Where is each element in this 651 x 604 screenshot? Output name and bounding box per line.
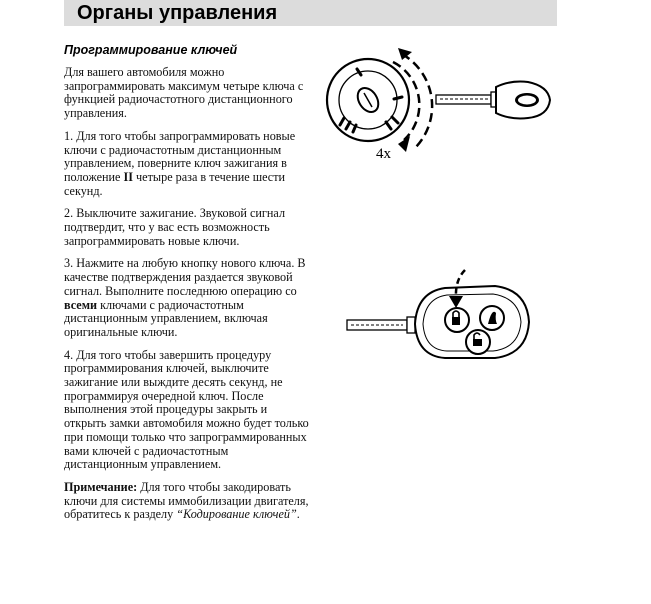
step-4: 4. Для того чтобы завершить процедуру программирования ключей, выключите зажигание или выждите десять секунд, не программируя очередной ключ. После выполнения этой процедуры закрыть и открыть замки автомобиля можно будет только при помощи только что запрограммированных вами ключей с радиочастотным дистанционным управлением. <box>64 347 309 472</box>
step-1 <box>64 130 309 199</box>
note-text: Для того чтобы закодировать ключи для системы иммобилизации двигателя, обратитесь к разделу <box>64 479 309 522</box>
key-blade <box>436 92 496 107</box>
remote-key-blade <box>347 317 415 333</box>
page-title: Органы управления <box>77 2 278 24</box>
lock-button <box>445 308 469 332</box>
trunk-icon <box>473 339 482 346</box>
step-1-text-b: четыре раза в течение шести секунд. <box>64 169 286 198</box>
repeat-label: 4x <box>376 146 391 162</box>
step-2: 2. Выключите зажигание. Звуковой сигнал подтвердит, что у вас есть возможность запрограммировать новые ключи. <box>64 206 286 248</box>
lock-icon <box>452 317 460 325</box>
intro-paragraph: Для вашего автомобиля можно запрограммировать максимум четыре ключа с функцией радиочастотного дистанционного управления. <box>64 65 304 121</box>
section-title: Программирование ключей <box>64 43 238 57</box>
step-3-emphasis: всеми <box>64 297 98 312</box>
step-3-text-a: 3. Нажмите на любую кнопку нового ключа. В качестве подтверждения раздается звуковой сигнал. Выполните последнюю операцию со <box>64 256 306 298</box>
rotation-arc-outer <box>402 54 432 148</box>
step-3 <box>64 257 309 339</box>
ignition-position: II <box>123 169 133 184</box>
step-3-text-b: ключами с радиочастотным дистанционным управлением, включая оригинальные ключи. <box>64 297 268 339</box>
trunk-button <box>466 330 490 354</box>
note-label: Примечание: <box>64 479 138 494</box>
note <box>64 481 309 522</box>
note-end: . <box>296 507 300 522</box>
note-reference: “Кодирование ключей” <box>176 507 297 522</box>
step-1-text-a: 1. Для того чтобы запрограммировать новые ключи с радиочастотным дистанционным управлением, поверните ключ зажигания в положение <box>64 128 296 184</box>
ignition-figure <box>320 36 560 171</box>
unlock-button <box>480 306 504 330</box>
remote-key-figure <box>345 262 535 372</box>
instructions-column <box>64 66 309 531</box>
